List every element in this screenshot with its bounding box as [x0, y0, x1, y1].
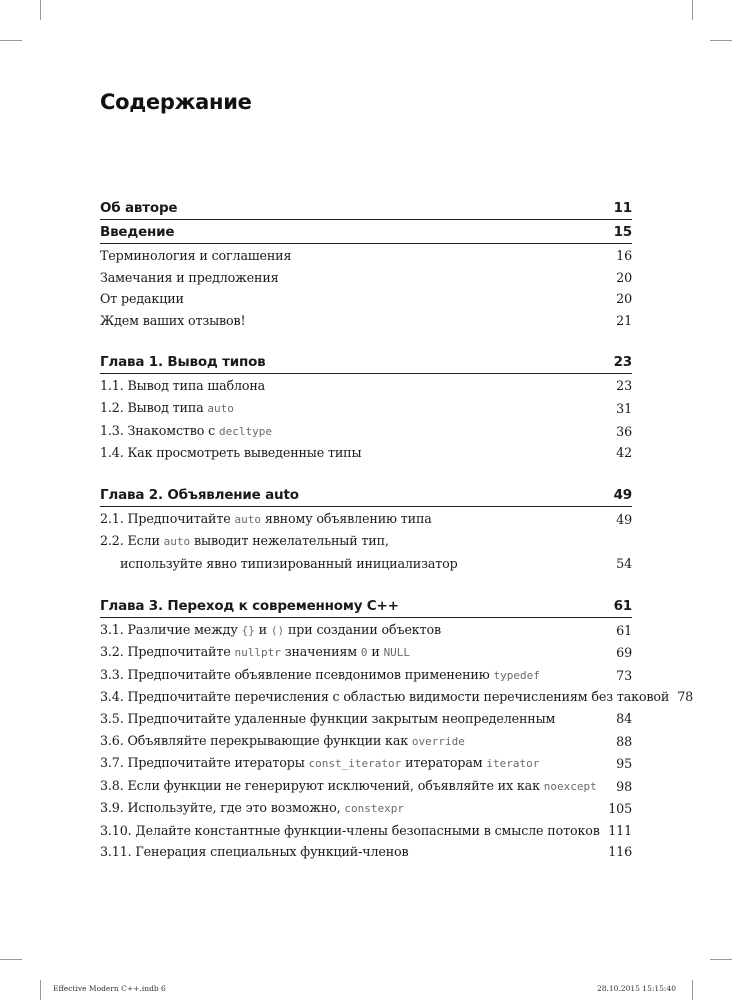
toc-entry-title	[100, 375, 608, 397]
toc-entry	[100, 375, 632, 397]
code-token: {}	[241, 623, 255, 637]
toc-entry-title	[100, 641, 608, 664]
toc-entry-title	[100, 288, 608, 310]
toc-entry	[100, 508, 632, 531]
toc-entry-page: 42	[616, 445, 632, 461]
text-segment: От редакции	[100, 291, 184, 307]
toc-entry-line	[100, 619, 608, 642]
toc-entry-page: 73	[616, 667, 632, 683]
toc-entry-title	[100, 508, 608, 531]
toc-chapter-title: Глава 2. Объявление auto	[100, 486, 299, 503]
code-token: decltype	[218, 424, 272, 438]
text-segment: и	[254, 621, 271, 637]
text-segment: 1.4. Как просмотреть выведенные типы	[100, 445, 362, 461]
text-segment: 3.2. Предпочитайте	[100, 644, 235, 660]
toc-chapter	[100, 220, 632, 244]
toc-entry-title	[100, 797, 600, 820]
code-token: nullptr	[234, 646, 281, 660]
toc-chapter-page: 15	[613, 224, 632, 240]
code-token: iterator	[486, 757, 540, 771]
code-token: constexpr	[344, 802, 404, 816]
toc-entry-page: 84	[616, 710, 632, 726]
toc-entry-page: 20	[616, 291, 632, 307]
toc-entry-page: 69	[616, 645, 632, 661]
crop-mark	[40, 0, 41, 20]
text-segment: 3.8. Если функции не генерируют исключений, объявляйте их как	[100, 777, 544, 793]
text-segment: 3.9. Используйте, где это возможно,	[100, 800, 345, 816]
toc-entry-page: 20	[616, 269, 632, 285]
toc-entry-line	[100, 420, 608, 443]
code-token: const_iterator	[308, 757, 402, 771]
text-segment: 3.7. Предпочитайте итераторы	[100, 755, 309, 771]
toc-entry-page: 111	[608, 822, 632, 838]
toc-entry-line	[100, 686, 669, 708]
toc-entry-line	[100, 752, 608, 775]
toc-entry-title	[100, 619, 608, 642]
toc-entry-title	[100, 708, 608, 730]
text-segment: Ждем ваших отзывов!	[100, 312, 246, 328]
toc-entry	[100, 752, 632, 775]
text-segment: 2.1. Предпочитайте	[100, 510, 235, 526]
toc-entry-title	[100, 267, 608, 289]
toc-entry	[100, 641, 632, 664]
toc-entry-page: 95	[616, 756, 632, 772]
toc-entry	[100, 619, 632, 642]
text-segment: значениям	[280, 644, 361, 660]
toc-chapter-page: 11	[613, 200, 632, 216]
toc-chapter-title: Об авторе	[100, 200, 178, 216]
text-segment: 3.4. Предпочитайте перечисления с областью видимости перечислениям без таковой	[100, 689, 670, 705]
toc-entry	[100, 708, 632, 730]
toc-entry	[100, 797, 632, 820]
page-title: Содержание	[100, 90, 252, 114]
toc-chapter-title: Глава 3. Переход к современному C++	[100, 597, 399, 614]
toc-entry-title	[100, 841, 600, 863]
crop-mark	[692, 0, 693, 20]
toc-entry	[100, 530, 632, 574]
toc-entry-line	[100, 310, 608, 332]
toc-entry-line	[100, 797, 600, 820]
text-segment: явному объявлению типа	[260, 510, 432, 526]
code-token: auto	[207, 401, 234, 415]
toc-entry	[100, 775, 632, 798]
toc-entry	[100, 664, 632, 687]
code-token: 0	[360, 646, 368, 660]
text-segment: 3.10. Делайте константные функции-члены безопасными в смысле потоков	[100, 822, 600, 838]
text-segment: выводит нежелательный тип,	[190, 533, 389, 549]
text-segment: 2.2. Если	[100, 533, 164, 549]
toc-entry-page: 105	[608, 801, 632, 817]
toc-entry-title	[100, 397, 608, 420]
text-segment: 3.5. Предпочитайте удаленные функции закрытым неопределенным	[100, 710, 556, 726]
toc-entry-page: 23	[616, 378, 632, 394]
table-of-contents	[100, 200, 694, 863]
toc-entry-page: 61	[616, 622, 632, 638]
code-token: typedef	[493, 668, 540, 682]
toc-entry-line	[100, 375, 608, 397]
toc-entry-title	[100, 775, 608, 798]
toc-entry-title	[100, 245, 608, 267]
toc-entry-page: 54	[616, 555, 632, 571]
toc-entry-page: 36	[616, 423, 632, 439]
toc-entry-title	[100, 752, 608, 775]
toc-chapter	[100, 483, 632, 507]
toc-entry-title	[100, 820, 600, 842]
toc-entry-line	[100, 397, 608, 420]
toc-entry	[100, 397, 632, 420]
code-token: override	[411, 734, 465, 748]
text-segment: Терминология и соглашения	[100, 248, 292, 263]
code-token: NULL	[383, 646, 411, 660]
crop-mark	[40, 980, 41, 1000]
toc-entry-line	[100, 530, 608, 553]
toc-entry-line	[100, 775, 608, 798]
text-segment: 1.3. Знакомство с	[100, 422, 219, 438]
text-segment: 1.1. Вывод типа шаблона	[100, 378, 266, 394]
toc-chapter	[100, 594, 632, 618]
toc-entry	[100, 288, 632, 310]
toc-entry-line	[100, 841, 600, 863]
toc-entry-line	[100, 508, 608, 531]
toc-entry	[100, 245, 632, 267]
toc-entry-line	[100, 664, 608, 687]
toc-entry	[100, 686, 694, 708]
toc-entry-line	[100, 730, 608, 753]
toc-entry-title	[100, 530, 608, 574]
text-segment: 3.11. Генерация специальных функций-членов	[100, 844, 409, 860]
code-token: noexcept	[543, 779, 597, 793]
toc-entry	[100, 820, 632, 842]
code-token: auto	[234, 512, 261, 526]
crop-mark	[710, 40, 732, 41]
toc-entry-line	[100, 820, 600, 842]
toc-entry-title	[100, 686, 669, 708]
text-segment: 3.3. Предпочитайте объявление псевдонимов применению	[100, 666, 494, 682]
toc-chapter-title: Введение	[100, 224, 175, 240]
toc-chapter	[100, 200, 632, 220]
text-segment: и	[367, 644, 384, 660]
toc-entry	[100, 841, 632, 863]
toc-entry-page: 116	[608, 844, 632, 860]
toc-chapter	[100, 350, 632, 374]
text-segment: при создании объектов	[284, 621, 441, 637]
crop-mark	[692, 980, 693, 1000]
text-segment: 3.6. Объявляйте перекрывающие функции как	[100, 732, 412, 748]
toc-entry-page: 88	[616, 733, 632, 749]
footer-timestamp: 28.10.2015 15:15:40	[596, 984, 676, 993]
text-segment: Замечания и предложения	[100, 269, 279, 285]
crop-mark	[710, 959, 732, 960]
text-segment: 3.1. Различие между	[100, 621, 242, 637]
code-token: auto	[163, 535, 191, 549]
code-token: ()	[270, 623, 285, 637]
toc-entry-page: 78	[677, 689, 694, 705]
text-segment: 1.2. Вывод типа	[100, 399, 208, 415]
text-segment: используйте явно типизированный инициализатор	[120, 555, 458, 571]
toc-entry-line	[100, 641, 608, 664]
toc-entry	[100, 310, 632, 332]
toc-entry-line	[100, 553, 608, 575]
crop-mark	[0, 40, 22, 41]
crop-mark	[0, 959, 22, 960]
toc-chapter-page: 49	[613, 486, 632, 503]
toc-entry-page: 98	[616, 778, 632, 794]
toc-entry-line	[100, 245, 608, 267]
toc-entry-title	[100, 664, 608, 687]
toc-entry	[100, 730, 632, 753]
toc-entry	[100, 420, 632, 443]
toc-entry-line	[100, 708, 608, 730]
toc-entry-page: 16	[616, 248, 632, 263]
toc-entry-line	[100, 442, 608, 464]
toc-entry-title	[100, 310, 608, 332]
toc-entry	[100, 267, 632, 289]
toc-chapter-title: Глава 1. Вывод типов	[100, 354, 266, 371]
toc-chapter-page: 61	[613, 597, 632, 614]
toc-entry-title	[100, 442, 608, 464]
toc-entry-line	[100, 288, 608, 310]
toc-entry-title	[100, 730, 608, 753]
toc-entry	[100, 442, 632, 464]
toc-entry-line	[100, 267, 608, 289]
toc-entry-page: 49	[616, 511, 632, 527]
toc-entry-page: 21	[616, 312, 632, 328]
toc-chapter-page: 23	[613, 354, 632, 371]
text-segment: итераторам	[401, 755, 487, 771]
footer-file-info: Effective Modern C++.indb 6	[53, 984, 166, 993]
toc-entry-title	[100, 420, 608, 443]
toc-entry-page: 31	[616, 400, 632, 416]
